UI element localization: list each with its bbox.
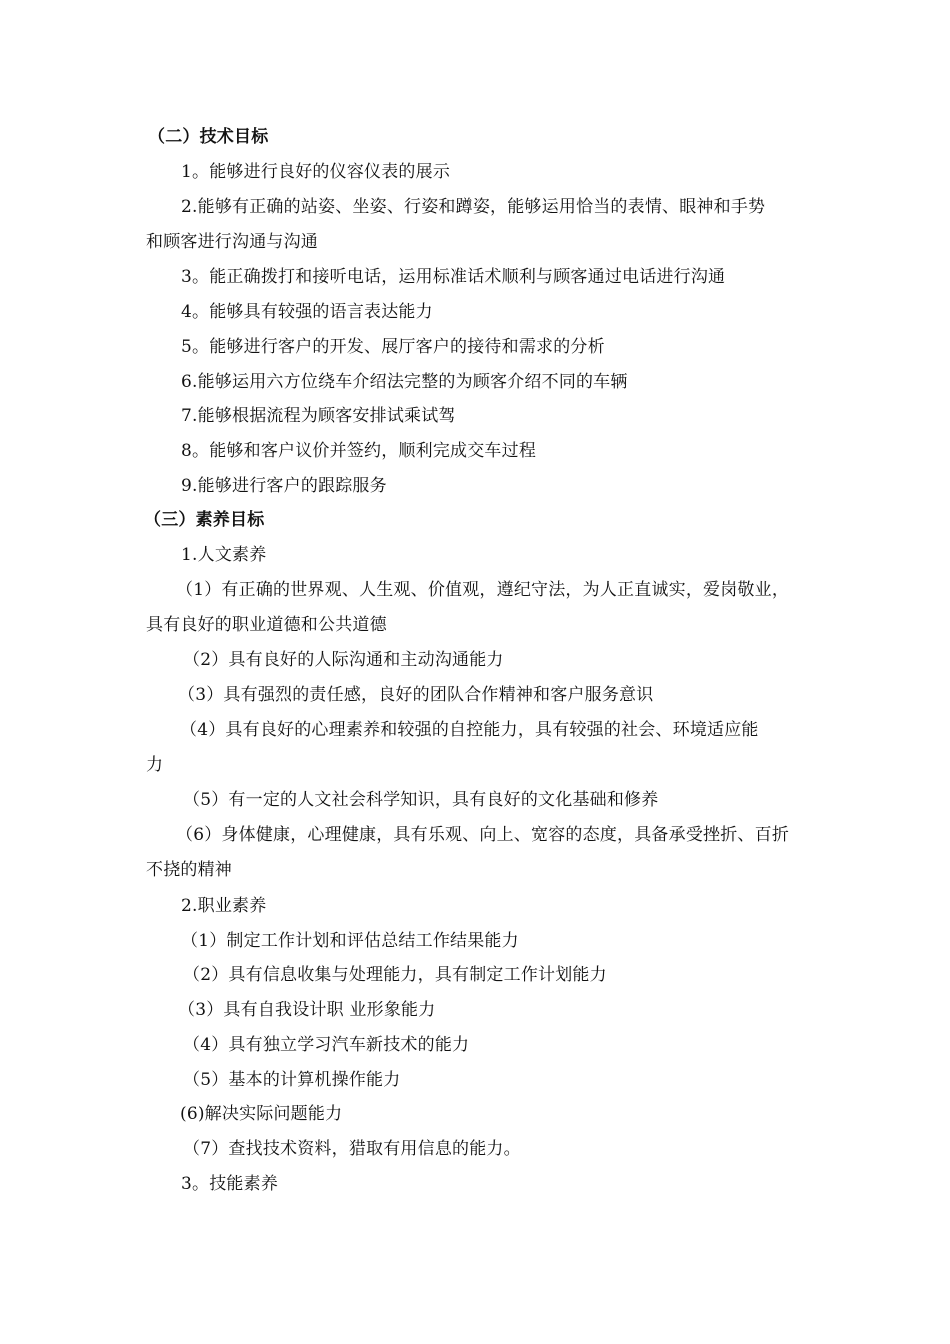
paragraph-line: 9.能够进行客户的跟踪服务 bbox=[181, 476, 387, 496]
section-heading-quality-goals: （三）素养目标 bbox=[144, 510, 265, 530]
paragraph-line: （2）具有良好的人际沟通和主动沟通能力 bbox=[183, 650, 504, 670]
paragraph-line: 5。能够进行客户的开发、展厅客户的接待和需求的分析 bbox=[181, 337, 605, 357]
paragraph-line: （5）基本的计算机操作能力 bbox=[183, 1070, 401, 1090]
paragraph-line: (6)解决实际问题能力 bbox=[180, 1104, 343, 1124]
paragraph-line: 3。能正确拨打和接听电话，运用标准话术顺利与顾客通过电话进行沟通 bbox=[181, 267, 726, 287]
paragraph-line: （4）具有独立学习汽车新技术的能力 bbox=[183, 1035, 470, 1055]
paragraph-line: 力 bbox=[146, 755, 164, 775]
paragraph-line: 1。能够进行良好的仪容仪表的展示 bbox=[181, 162, 451, 182]
paragraph-line: 和顾客进行沟通与沟通 bbox=[146, 232, 318, 252]
subheading-humanities: 1.人文素养 bbox=[181, 545, 267, 565]
paragraph-line: 具有良好的职业道德和公共道德 bbox=[146, 615, 387, 635]
paragraph-line: 不挠的精神 bbox=[146, 860, 232, 880]
paragraph-line: （6）身体健康，心理健康，具有乐观、向上、宽容的态度，具备承受挫折、百折 bbox=[176, 825, 790, 845]
section-heading-technical-goals: （二）技术目标 bbox=[148, 127, 269, 147]
paragraph-line: （1）有正确的世界观、人生观、价值观，遵纪守法，为人正直诚实，爱岗敬业， bbox=[176, 580, 790, 600]
paragraph-line: 7.能够根据流程为顾客安排试乘试驾 bbox=[181, 406, 456, 426]
paragraph-line: 4。能够具有较强的语言表达能力 bbox=[181, 302, 433, 322]
subheading-professional: 2.职业素养 bbox=[181, 896, 267, 916]
paragraph-line: （3）具有强烈的责任感，良好的团队合作精神和客户服务意识 bbox=[178, 685, 654, 705]
paragraph-line: 8。能够和客户议价并签约，顺利完成交车过程 bbox=[181, 441, 537, 461]
paragraph-line: （5）有一定的人文社会科学知识，具有良好的文化基础和修养 bbox=[183, 790, 659, 810]
paragraph-line: （7）查找技术资料，猎取有用信息的能力。 bbox=[183, 1139, 521, 1159]
paragraph-line: （3）具有自我设计职 业形象能力 bbox=[178, 1000, 436, 1020]
paragraph-line: 2.能够有正确的站姿、坐姿、行姿和蹲姿，能够运用恰当的表情、眼神和手势 bbox=[181, 197, 766, 217]
paragraph-line: 6.能够运用六方位绕车介绍法完整的为顾客介绍不同的车辆 bbox=[181, 372, 628, 392]
paragraph-line: （1）制定工作计划和评估总结工作结果能力 bbox=[181, 931, 519, 951]
subheading-skills: 3。技能素养 bbox=[181, 1174, 279, 1194]
paragraph-line: （4）具有良好的心理素养和较强的自控能力，具有较强的社会、环境适应能 bbox=[180, 720, 759, 740]
paragraph-line: （2）具有信息收集与处理能力，具有制定工作计划能力 bbox=[183, 965, 607, 985]
